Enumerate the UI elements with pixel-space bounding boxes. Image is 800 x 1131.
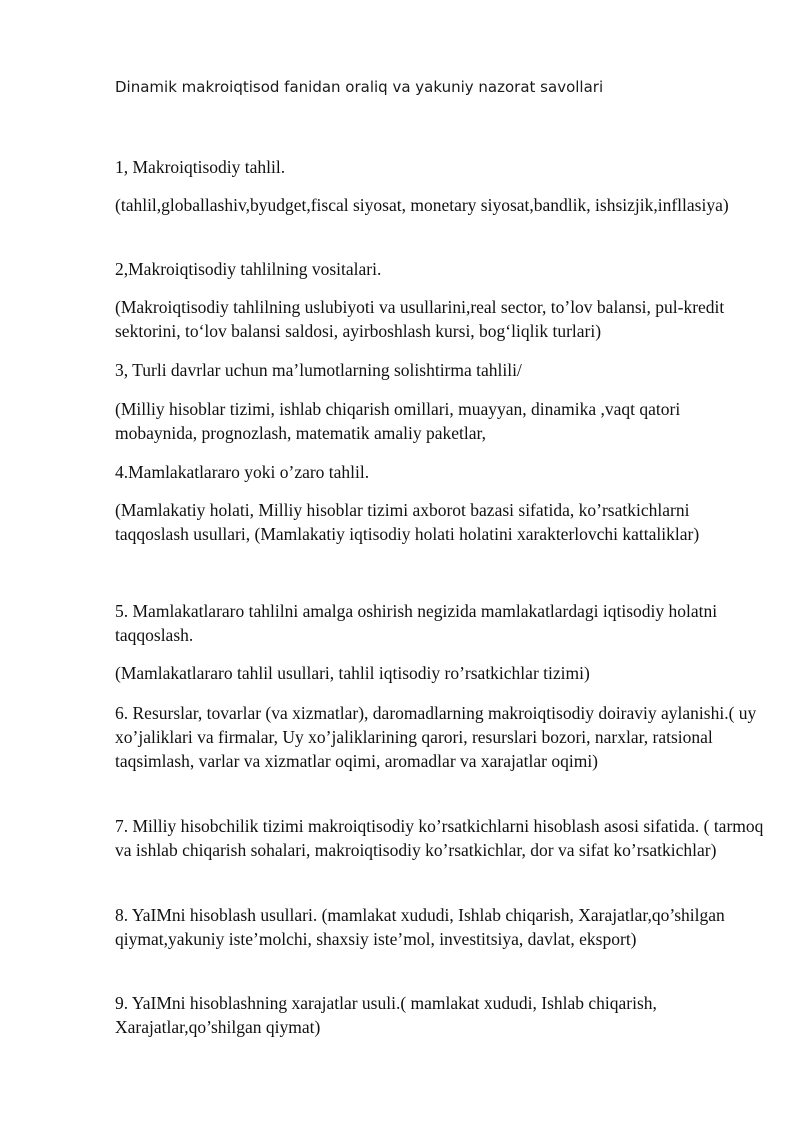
question-4: 4.Mamlakatlararo yoki o’zaro tahlil. [115,462,370,482]
question-6: 6. Resurslar, tovarlar (va xizmatlar), daromadlarning makroiqtisodiy doiraviy aylanishi.( uy xo’jaliklari va firmalar, Uy xo’jaliklarining qarori, resurslari bozori, narxlar, ratsional taqsimlash, varlar va xizmatlar oqimi, aromadlar va xarajatlar oqimi) [115,703,757,771]
question-7: 7. Milliy hisobchilik tizimi makroiqtisodiy ko’rsatkichlarni hisoblash asosi sifatida. ( tarmoq va ishlab chiqarish sohalari, makroiqtisodiy ko’rsatkichlar, dor va sifat ko’rsatkichlar) [115,816,764,860]
question-3-keywords: (Milliy hisoblar tizimi, ishlab chiqarish omillari, muayyan, dinamika ,vaqt qatori mobaynida, prognozlash, matematik amaliy paketlar, [115,399,681,443]
question-2-keywords: (Makroiqtisodiy tahlilning uslubiyoti va usullarini,real sector, to’lov balansi, pul-kredit sektorini, to‘lov balansi saldosi, ayirboshlash kursi, bog‘liqlik turlari) [115,297,725,341]
question-5-keywords: (Mamlakatlararo tahlil usullari, tahlil iqtisodiy ro’rsatkichlar tizimi) [115,663,590,683]
question-2: 2,Makroiqtisodiy tahlilning vositalari. [115,259,382,279]
question-9: 9. YaIMni hisoblashning xarajatlar usuli.( mamlakat xududi, Ishlab chiqarish, Xarajatlar,qo’shilgan qiymat) [115,993,657,1037]
question-1: 1, Makroiqtisodiy tahlil. [115,157,286,177]
question-5: 5. Mamlakatlararo tahlilni amalga oshirish negizida mamlakatlardagi iqtisodiy holatni taqqoslash. [115,601,718,645]
document-title: Dinamik makroiqtisod fanidan oraliq va yakuniy nazorat savollari [115,78,604,96]
question-3: 3, Turli davrlar uchun ma’lumotlarning solishtirma tahlili/ [115,360,522,380]
question-4-keywords: (Mamlakatiy holati, Milliy hisoblar tizimi axborot bazasi sifatida, ko’rsatkichlarni taqqoslash usullari, (Mamlakatiy iqtisodiy holati holatini xarakterlovchi kattaliklar) [115,500,700,544]
question-8: 8. YaIMni hisoblash usullari. (mamlakat xududi, Ishlab chiqarish, Xarajatlar,qo’shilgan qiymat,yakuniy iste’molchi, shaxsiy iste’mol, investitsiya, davlat, eksport) [115,905,725,949]
question-1-keywords: (tahlil,globallashiv,byudget,fiscal siyosat, monetary siyosat,bandlik, ishsizjik,infllasiya) [115,195,729,215]
